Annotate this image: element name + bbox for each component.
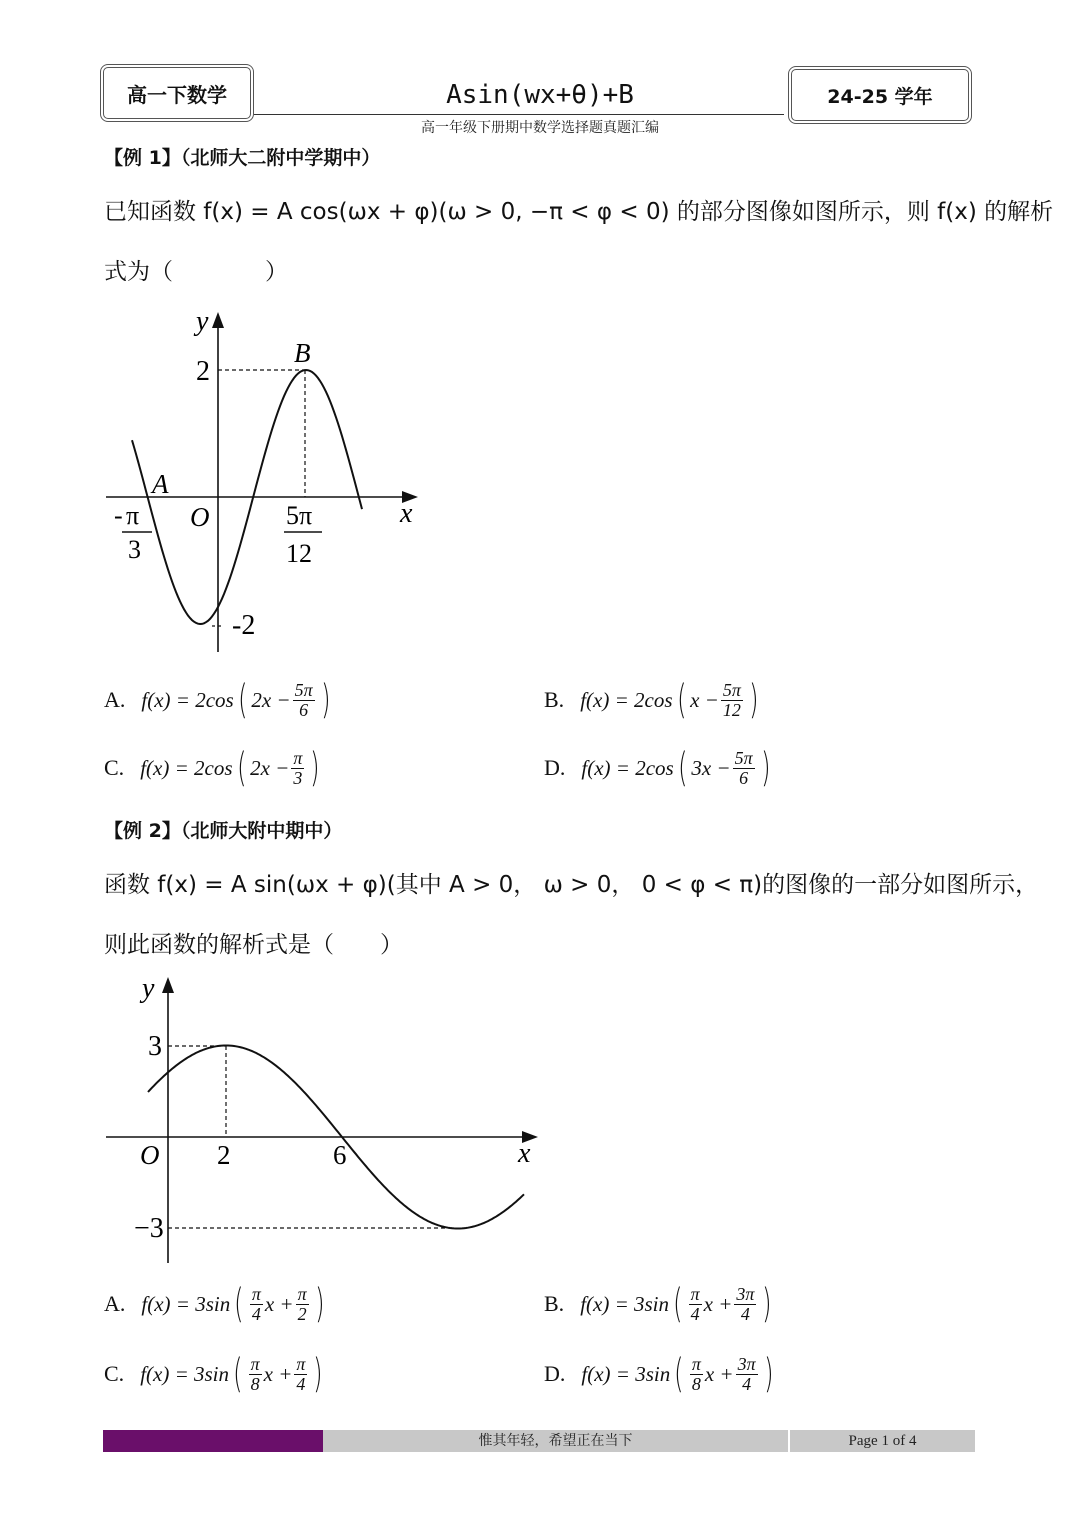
- fraction-numerator: π: [250, 1353, 260, 1374]
- example2-stem-line1: 函数 f(x) = A sin(ωx + φ)(其中 A > 0， ω > 0， 0 < φ < π)的图像的一部分如图所示，: [104, 872, 1039, 898]
- option-label: D.: [544, 1361, 566, 1386]
- option-expression: [140, 745, 324, 791]
- fraction-numerator: 3π: [737, 1353, 756, 1374]
- fraction-numerator: 5π: [294, 679, 313, 700]
- option-inner: x −: [690, 687, 719, 712]
- option-expression: [141, 677, 334, 723]
- option-label: D.: [544, 755, 566, 780]
- example1-heading: 【例 1】（北师大二附中学期中）: [104, 147, 381, 169]
- x-axis-label: x: [400, 498, 413, 529]
- option-lhs: f(x) = 3sin: [580, 1291, 670, 1316]
- y-axis-arrow-icon: [162, 977, 174, 993]
- example1-option-b[interactable]: [544, 677, 763, 723]
- fraction-denominator: 4: [742, 1373, 752, 1394]
- fraction-numerator: 5π: [722, 679, 741, 700]
- y-max-label: 3: [148, 1031, 162, 1062]
- x-axis-label: x: [518, 1138, 531, 1169]
- right-paren: ): [763, 1351, 774, 1397]
- option-mid: x +: [264, 1291, 294, 1316]
- y-max-label: 2: [196, 356, 210, 387]
- option-expression: [581, 1351, 777, 1397]
- option-mid: x +: [703, 1291, 733, 1316]
- fraction-numerator: π: [691, 1353, 701, 1374]
- fraction-numerator: π: [293, 747, 303, 768]
- x-left-sign: -: [114, 501, 123, 530]
- option-mid: x +: [704, 1361, 734, 1386]
- option-lhs: f(x) = 3sin: [581, 1361, 671, 1386]
- option-expression: [140, 1351, 327, 1397]
- fraction-numerator: π: [690, 1283, 700, 1304]
- option-lhs: f(x) = 2cos: [581, 755, 674, 780]
- y-min-label: -2: [232, 610, 256, 641]
- fraction-numerator: 3π: [736, 1283, 755, 1304]
- option-label: A.: [104, 687, 126, 712]
- option-fraction-1: [249, 1355, 262, 1394]
- right-paren: ): [749, 677, 759, 723]
- y-axis-arrow-icon: [212, 312, 224, 328]
- right-paren: ): [320, 677, 331, 723]
- option-fraction-2: [296, 1285, 309, 1324]
- example1-stem-line1: 已知函数 f(x) = A cos(ωx + φ)(ω > 0, −π < φ < 0) 的部分图像如图所示，则 f(x) 的解析: [104, 199, 1054, 225]
- x-left-denominator: 3: [128, 535, 141, 564]
- fraction-denominator: 4: [740, 1303, 750, 1324]
- fraction-denominator: 2: [297, 1303, 307, 1324]
- option-expression: [581, 745, 774, 791]
- footer-accent-bar: [103, 1430, 323, 1452]
- option-lhs: f(x) = 3sin: [141, 1291, 231, 1316]
- option-expression: [580, 677, 762, 723]
- year-tag-text: 24-25 学年: [827, 85, 933, 108]
- footer-motto: 惟其年轻，希望正在当下: [478, 1433, 633, 1449]
- origin-label: O: [140, 1140, 160, 1170]
- example2-heading: 【例 2】（北师大附中期中）: [104, 820, 343, 842]
- fraction-numerator: π: [251, 1283, 261, 1304]
- subject-tag-text: 高一下数学: [127, 82, 227, 107]
- option-mid: x +: [263, 1361, 293, 1386]
- option-lhs: f(x) = 2cos: [141, 687, 234, 712]
- example1-graph: [100, 300, 440, 670]
- example1-option-a[interactable]: [104, 677, 334, 723]
- option-fraction-1: [689, 1285, 702, 1324]
- y-axis-label: y: [196, 306, 209, 337]
- option-lhs: f(x) = 2cos: [580, 687, 673, 712]
- option-expression: [141, 1281, 328, 1327]
- fraction-denominator: 4: [296, 1373, 306, 1394]
- option-label: B.: [544, 1291, 565, 1316]
- example2-option-d[interactable]: [544, 1351, 777, 1397]
- left-paren: (: [673, 1281, 683, 1327]
- left-paren: (: [674, 1351, 684, 1397]
- example2-graph: [100, 965, 550, 1270]
- y-min-label: −3: [134, 1213, 164, 1244]
- example2-option-b[interactable]: [544, 1281, 776, 1327]
- x-tick-2-label: 2: [217, 1140, 231, 1170]
- option-fraction-2: [736, 1355, 758, 1394]
- x-peak-numerator: 5π: [286, 501, 313, 530]
- fraction-numerator: 5π: [734, 747, 753, 768]
- fraction-denominator: 4: [251, 1303, 261, 1324]
- option-fraction: [293, 681, 315, 720]
- right-paren: ): [760, 745, 771, 791]
- fraction-denominator: 4: [690, 1303, 700, 1324]
- right-paren: ): [762, 1281, 772, 1327]
- option-fraction-1: [250, 1285, 263, 1324]
- y-axis-label: y: [142, 973, 155, 1004]
- example2-option-a[interactable]: [104, 1281, 328, 1327]
- page-title: Asin(wx+θ)+B: [446, 80, 634, 110]
- fraction-numerator: π: [297, 1283, 307, 1304]
- left-paren: (: [237, 677, 248, 723]
- option-fraction-1: [690, 1355, 703, 1394]
- example2-stem-line2: 则此函数的解析式是（ ）: [104, 932, 403, 958]
- example1-option-c[interactable]: [104, 745, 324, 791]
- example1-stem-line2: 式为（ ）: [104, 259, 288, 285]
- fraction-denominator: 12: [722, 699, 741, 720]
- option-fraction-2: [734, 1285, 756, 1324]
- year-tag: [788, 66, 972, 124]
- fraction-denominator: 6: [739, 767, 749, 788]
- fraction-denominator: 6: [299, 699, 309, 720]
- left-paren: (: [236, 745, 246, 791]
- option-fraction: [733, 749, 755, 788]
- option-inner: 3x −: [691, 755, 731, 780]
- right-paren: ): [314, 1281, 325, 1327]
- option-lhs: f(x) = 2cos: [140, 755, 233, 780]
- origin-label: O: [190, 502, 210, 532]
- option-inner: 2x −: [251, 687, 291, 712]
- left-paren: (: [676, 677, 686, 723]
- left-paren: (: [233, 1351, 243, 1397]
- option-label: B.: [544, 687, 565, 712]
- fraction-denominator: 8: [250, 1373, 260, 1394]
- page-number: Page 1 of 4: [848, 1433, 917, 1449]
- example2-option-c[interactable]: [104, 1351, 327, 1397]
- x-peak-denominator: 12: [286, 539, 312, 568]
- point-a-label: A: [152, 469, 169, 499]
- point-b-label: B: [294, 338, 311, 368]
- fraction-denominator: 8: [691, 1373, 701, 1394]
- option-fraction: [291, 749, 304, 788]
- x-left-numerator: π: [126, 501, 140, 530]
- left-paren: (: [234, 1281, 244, 1327]
- fraction-numerator: π: [296, 1353, 306, 1374]
- example1-option-d[interactable]: [544, 745, 774, 791]
- option-expression: [580, 1281, 776, 1327]
- option-inner: 2x −: [250, 755, 290, 780]
- option-label: C.: [104, 755, 125, 780]
- option-lhs: f(x) = 3sin: [140, 1361, 230, 1386]
- right-paren: ): [313, 1351, 323, 1397]
- x-tick-6-label: 6: [333, 1140, 347, 1170]
- option-label: C.: [104, 1361, 125, 1386]
- option-fraction: [721, 681, 743, 720]
- header-rule: [254, 114, 784, 115]
- left-paren: (: [677, 745, 688, 791]
- page-subtitle: 高一年级下册期中数学选择题真题汇编: [421, 120, 659, 136]
- option-label: A.: [104, 1291, 126, 1316]
- option-fraction-2: [294, 1355, 307, 1394]
- fraction-denominator: 3: [293, 767, 303, 788]
- right-paren: ): [310, 745, 320, 791]
